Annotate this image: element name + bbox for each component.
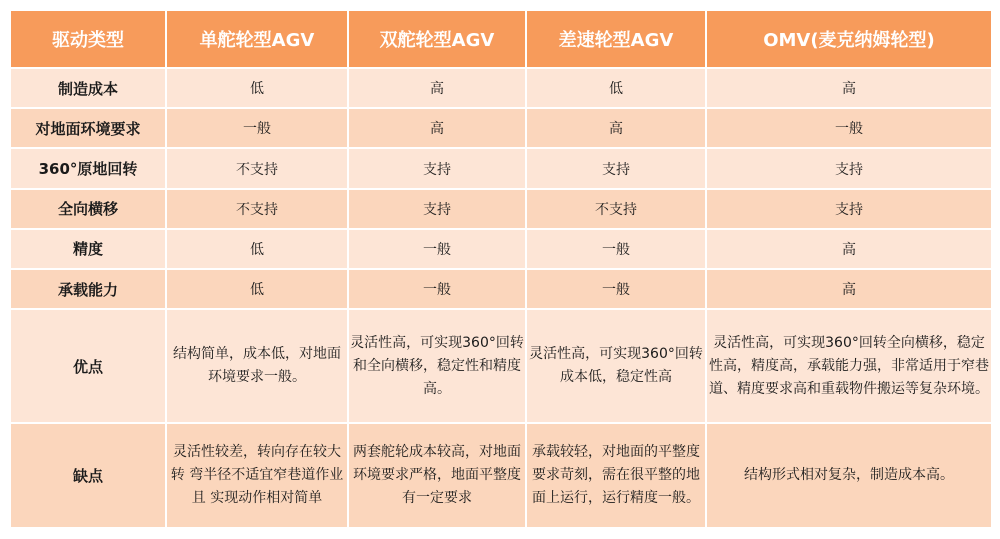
header-omv-mecanum: OMV(麦克纳姆轮型) [706, 10, 992, 68]
table-cell: 灵活性高，可实现360°回转和全向横移，稳定性和精度高。 [348, 309, 526, 422]
table-cell: 支持 [348, 189, 526, 229]
table-cell: 一般 [348, 229, 526, 269]
table-cell: 一般 [706, 108, 992, 148]
table-cell: 一般 [526, 269, 706, 309]
table-cell: 高 [706, 68, 992, 108]
row-label: 全向横移 [10, 189, 166, 229]
table-row [10, 189, 992, 229]
table-cell: 高 [706, 269, 992, 309]
table-cell: 低 [526, 68, 706, 108]
table-cell: 结构形式相对复杂，制造成本高。 [706, 423, 992, 528]
table-cell: 不支持 [166, 189, 348, 229]
table-cell: 支持 [706, 189, 992, 229]
table-cell: 高 [348, 108, 526, 148]
table-cell: 高 [706, 229, 992, 269]
table-row [10, 108, 992, 148]
row-label: 对地面环境要求 [10, 108, 166, 148]
table-cell: 两套舵轮成本较高，对地面环境要求严格，地面平整度有一定要求 [348, 423, 526, 528]
table-cell: 一般 [526, 229, 706, 269]
table-cell: 灵活性高，可实现360°回转成本低，稳定性高 [526, 309, 706, 422]
table-cell: 一般 [348, 269, 526, 309]
table-cell: 灵活性高，可实现360°回转全向横移，稳定性高，精度高，承载能力强，非常适用于窄巷道、精度要求高和重载物件搬运等复杂环境。 [706, 309, 992, 422]
agv-comparison-table [9, 9, 993, 529]
header-differential-agv: 差速轮型AGV [526, 10, 706, 68]
table-cell: 低 [166, 269, 348, 309]
table-cell: 不支持 [526, 189, 706, 229]
table-row-advantages [10, 309, 992, 422]
header-row [10, 10, 992, 68]
header-single-steer-agv: 单舵轮型AGV [166, 10, 348, 68]
table-row-disadvantages [10, 423, 992, 528]
row-label: 优点 [10, 309, 166, 422]
table-cell: 结构简单，成本低，对地面环境要求一般。 [166, 309, 348, 422]
table-row [10, 269, 992, 309]
table-cell: 承载较轻，对地面的平整度要求苛刻，需在很平整的地面上运行，运行精度一般。 [526, 423, 706, 528]
row-label: 缺点 [10, 423, 166, 528]
table-cell: 高 [348, 68, 526, 108]
row-label: 精度 [10, 229, 166, 269]
table-cell: 高 [526, 108, 706, 148]
table-cell: 支持 [526, 148, 706, 188]
table-cell: 支持 [706, 148, 992, 188]
table-row [10, 229, 992, 269]
table-cell: 低 [166, 68, 348, 108]
table-cell: 低 [166, 229, 348, 269]
row-label: 承载能力 [10, 269, 166, 309]
row-label: 360°原地回转 [10, 148, 166, 188]
table-cell: 灵活性较差，转向存在较大转 弯半径不适宜窄巷道作业且 实现动作相对简单 [166, 423, 348, 528]
row-label: 制造成本 [10, 68, 166, 108]
table-cell: 支持 [348, 148, 526, 188]
table-row [10, 68, 992, 108]
header-drive-type: 驱动类型 [10, 10, 166, 68]
header-dual-steer-agv: 双舵轮型AGV [348, 10, 526, 68]
table-cell: 不支持 [166, 148, 348, 188]
table-cell: 一般 [166, 108, 348, 148]
table-row [10, 148, 992, 188]
